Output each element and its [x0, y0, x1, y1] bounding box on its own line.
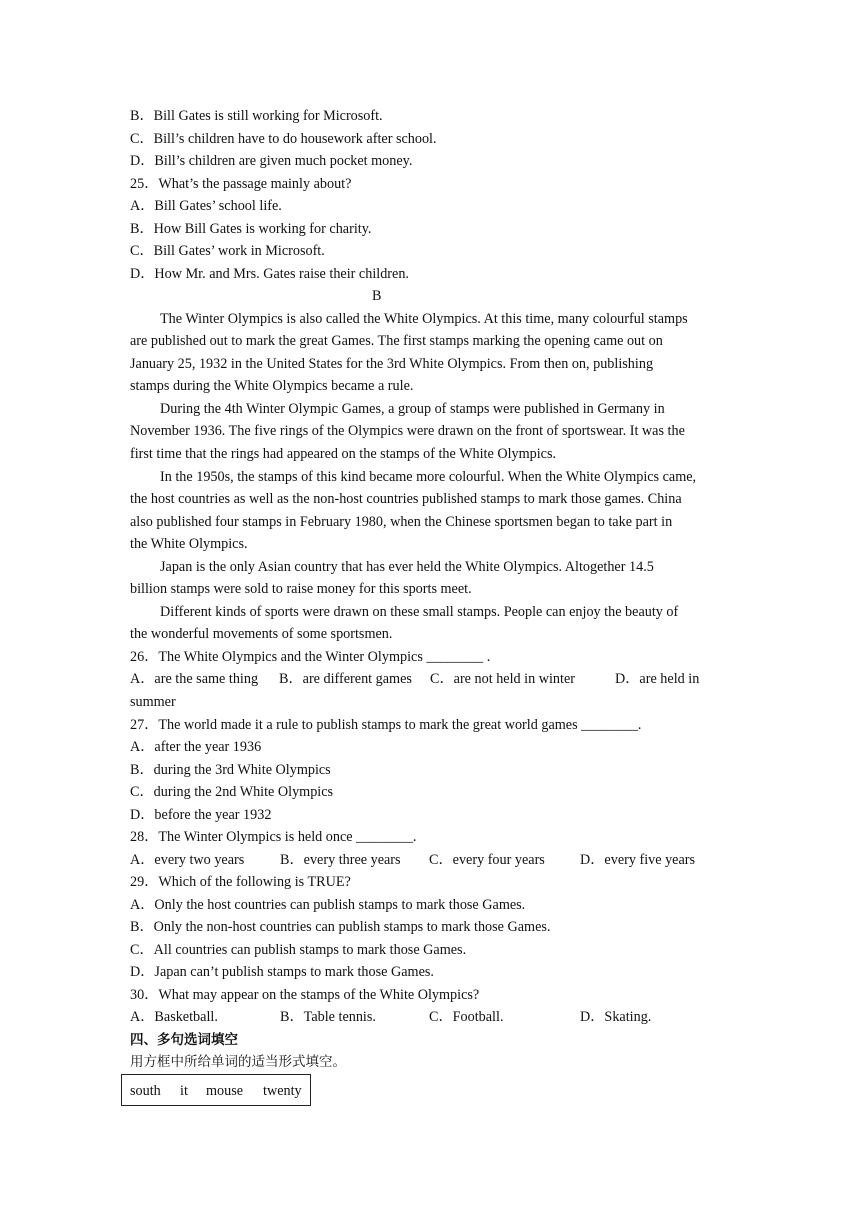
q25-option-a: A．Bill Gates’ school life.	[130, 198, 282, 214]
q27-option-d: D．before the year 1932	[130, 807, 272, 823]
passage-line: The Winter Olympics is also called the White Olympics. At this time, many colourful stamps	[160, 311, 688, 327]
section-title: 四、多句选词填空	[130, 1032, 238, 1048]
passage-heading: B	[372, 288, 382, 304]
q27-stem: 27．The world made it a rule to publish stamps to mark the great world games ________.	[130, 717, 642, 733]
passage-line: Different kinds of sports were drawn on these small stamps. People can enjoy the beauty of	[160, 604, 679, 620]
q30-option-a: A．Basketball.	[130, 1009, 218, 1025]
q30-option-d: D．Skating.	[580, 1009, 652, 1025]
q25-stem: 25．What’s the passage mainly about?	[130, 176, 352, 192]
passage-line: the wonderful movements of some sportsmen.	[130, 626, 393, 642]
q26-option-c: C．are not held in winter	[430, 671, 575, 687]
q28-option-a: A．every two years	[130, 852, 245, 868]
q28-option-d: D．every five years	[580, 852, 696, 868]
q26-option-b: B．are different games	[279, 671, 412, 687]
word-box-item: mouse	[206, 1083, 244, 1099]
q26-option-a: A．are the same thing	[130, 671, 259, 687]
passage-line: the host countries as well as the non-host countries published stamps to mark those games. China	[130, 491, 682, 507]
q29-option-b: B．Only the non-host countries can publish stamps to mark those Games.	[130, 919, 551, 935]
passage-line: the White Olympics.	[130, 536, 248, 552]
passage-line: first time that the rings had appeared on the stamps of the White Olympics.	[130, 446, 557, 462]
word-box-item: it	[180, 1083, 188, 1099]
passage-line: In the 1950s, the stamps of this kind became more colourful. When the White Olympics came,	[160, 469, 697, 485]
passage-line: January 25, 1932 in the United States for the 3rd White Olympics. From then on, publishing	[130, 356, 654, 372]
word-box-item: south	[130, 1083, 161, 1099]
q24-option-b: B．Bill Gates is still working for Microsoft.	[130, 108, 383, 124]
q30-option-b: B．Table tennis.	[280, 1009, 376, 1025]
q28-option-b: B．every three years	[280, 852, 401, 868]
passage-line: November 1936. The five rings of the Olympics were drawn on the front of sportswear. It was the	[130, 423, 685, 439]
q25-option-c: C．Bill Gates’ work in Microsoft.	[130, 243, 325, 259]
q27-option-a: A．after the year 1936	[130, 739, 262, 755]
q24-option-c: C．Bill’s children have to do housework after school.	[130, 131, 437, 147]
q28-option-c: C．every four years	[429, 852, 545, 868]
section-instruction: 用方框中所给单词的适当形式填空。	[130, 1054, 346, 1070]
q30-option-c: C．Football.	[429, 1009, 504, 1025]
q25-option-b: B．How Bill Gates is working for charity.	[130, 221, 372, 237]
q29-option-c: C．All countries can publish stamps to mark those Games.	[130, 942, 467, 958]
q30-stem: 30．What may appear on the stamps of the White Olympics?	[130, 987, 480, 1003]
q24-option-d: D．Bill’s children are given much pocket money.	[130, 153, 413, 169]
word-box-item: twenty	[263, 1083, 302, 1099]
q29-option-d: D．Japan can’t publish stamps to mark those Games.	[130, 964, 434, 980]
q28-stem: 28．The Winter Olympics is held once ________.	[130, 829, 417, 845]
passage-line: Japan is the only Asian country that has ever held the White Olympics. Altogether 14.5	[160, 559, 654, 575]
passage-line: are published out to mark the great Games. The first stamps marking the opening came out on	[130, 333, 663, 349]
q25-option-d: D．How Mr. and Mrs. Gates raise their children.	[130, 266, 409, 282]
q29-option-a: A．Only the host countries can publish stamps to mark those Games.	[130, 897, 526, 913]
passage-line: billion stamps were sold to raise money for this sports meet.	[130, 581, 472, 597]
q26-option-d-wrap: summer	[130, 694, 176, 710]
passage-line: stamps during the White Olympics became a rule.	[130, 378, 414, 394]
passage-line: also published four stamps in February 1980, when the Chinese sportsmen began to take part in	[130, 514, 673, 530]
q27-option-b: B．during the 3rd White Olympics	[130, 762, 331, 778]
q29-stem: 29．Which of the following is TRUE?	[130, 874, 351, 890]
q27-option-c: C．during the 2nd White Olympics	[130, 784, 334, 800]
q26-stem: 26．The White Olympics and the Winter Olympics ________ .	[130, 649, 491, 665]
passage-line: During the 4th Winter Olympic Games, a group of stamps were published in Germany in	[160, 401, 665, 417]
q26-option-d: D．are held in	[615, 671, 700, 687]
